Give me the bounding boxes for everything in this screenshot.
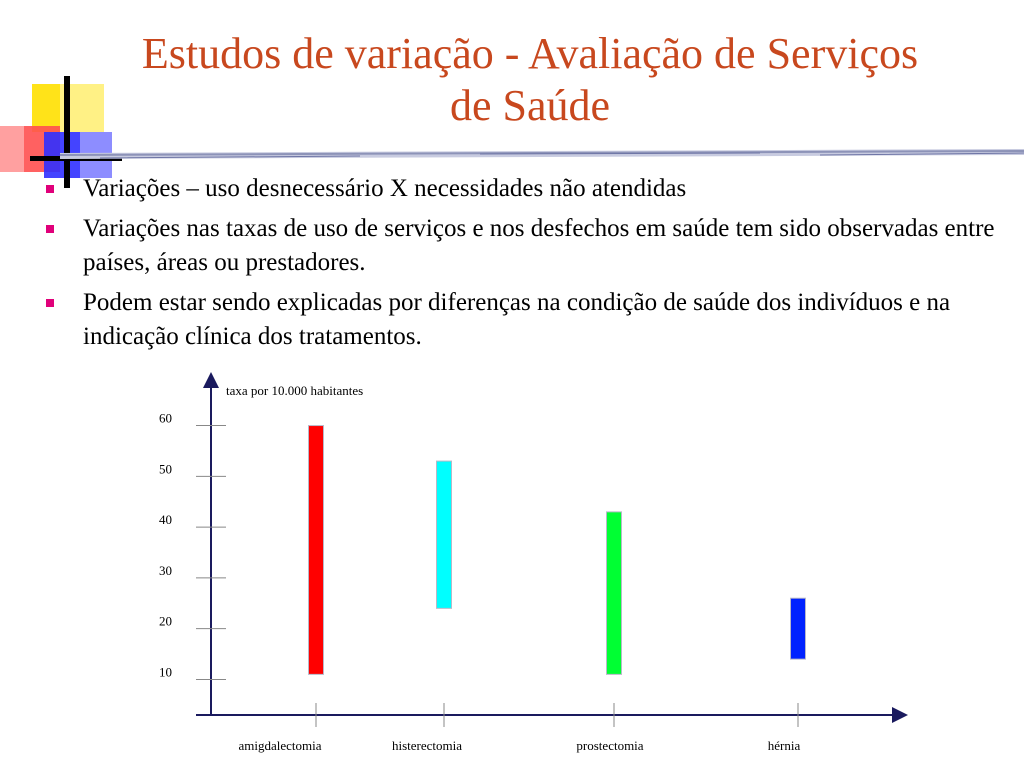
x-category-label: amigdalectomia [238, 738, 322, 753]
title-line-2: de Saúde [449, 81, 611, 130]
range-bar-histerectomia [437, 461, 452, 608]
y-tick-label: 10 [159, 664, 172, 680]
range-bar-hérnia [791, 598, 806, 659]
bullet-square-icon [46, 225, 54, 233]
y-tick-label: 60 [159, 410, 172, 426]
title-divider [60, 144, 1024, 164]
slide-title [70, 28, 990, 132]
x-category-label: prostectomia [576, 738, 644, 753]
y-tick-label: 20 [159, 613, 172, 629]
y-tick-label: 40 [159, 512, 172, 528]
title-line-1: Estudos de variação - Avaliação de Serviços [141, 29, 919, 78]
bullet-text: Variações – uso desnecessário X necessidades não atendidas [83, 175, 687, 202]
x-category-label: histerectomia [391, 738, 463, 753]
y-axis-label: taxa por 10.000 habitantes [226, 383, 364, 398]
range-bar-prostectomia [607, 512, 622, 675]
range-bar-amigdalectomia [309, 426, 324, 675]
range-chart [0, 370, 1024, 768]
bullet-square-icon [46, 299, 54, 307]
bullet-item [42, 212, 1017, 280]
bullet-text: Podem estar sendo explicadas por diferenças na condição de saúde dos indivíduos e na indicação clínica dos tratamentos. [83, 289, 951, 350]
y-tick-label: 50 [159, 461, 172, 477]
bullet-item [42, 172, 1017, 206]
x-category-label: hérnia [767, 738, 801, 753]
bullet-text: Variações nas taxas de uso de serviços e nos desfechos em saúde tem sido observadas entre países, áreas ou prestadores. [83, 215, 995, 276]
bullet-square-icon [46, 185, 54, 193]
bullet-list [42, 172, 1017, 360]
bullet-item [42, 286, 1017, 354]
y-tick-label: 30 [159, 562, 172, 578]
